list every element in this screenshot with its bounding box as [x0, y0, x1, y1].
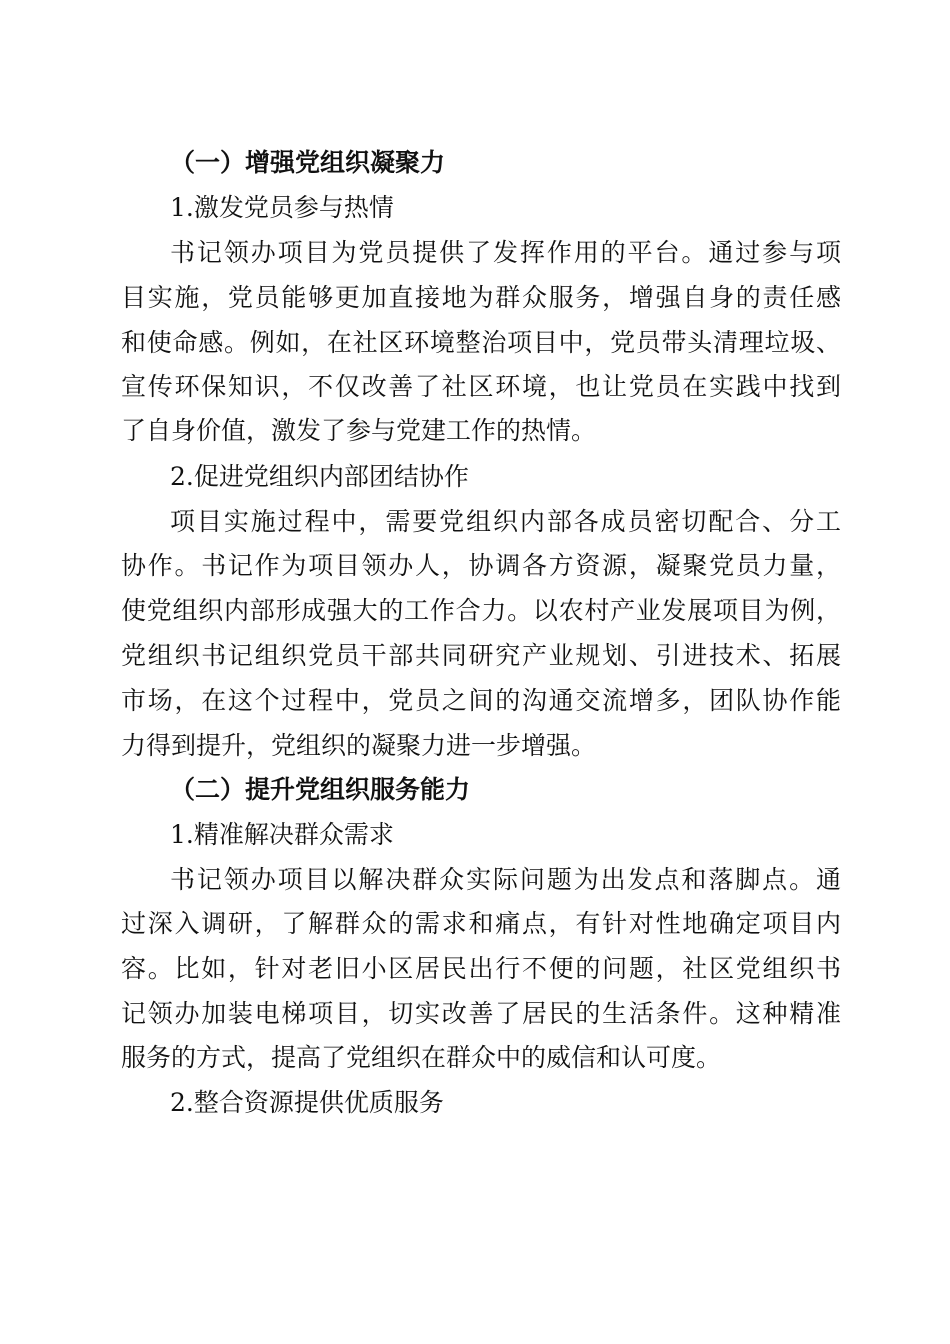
paragraph-line: 党组织书记组织党员干部共同研究产业规划、引进技术、拓展 — [121, 641, 841, 670]
paragraph-line: 宣传环保知识，不仅改善了社区环境，也让党员在实践中找到 — [121, 372, 841, 401]
paragraph-line: 书记领办项目以解决群众实际问题为出发点和落脚点。通 — [170, 865, 841, 894]
subheading-1-1: 1.激发党员参与热情 — [170, 193, 394, 222]
paragraph-line: 力得到提升，党组织的凝聚力进一步增强。 — [121, 731, 597, 760]
section-heading-2: （二）提升党组织服务能力 — [170, 775, 471, 804]
paragraph-line: 使党组织内部形成强大的工作合力。以农村产业发展项目为例， — [121, 596, 841, 625]
subheading-2-1: 1.精准解决群众需求 — [170, 820, 394, 849]
paragraph-line: 书记领办项目为党员提供了发挥作用的平台。通过参与项 — [170, 238, 841, 267]
paragraph-line: 了自身价值，激发了参与党建工作的热情。 — [121, 416, 597, 445]
paragraph-line: 和使命感。例如，在社区环境整治项目中，党员带头清理垃圾、 — [121, 328, 841, 357]
subheading-2-2: 2.整合资源提供优质服务 — [170, 1088, 444, 1117]
paragraph-line: 目实施，党员能够更加直接地为群众服务，增强自身的责任感 — [121, 283, 841, 312]
paragraph-line: 容。比如，针对老旧小区居民出行不便的问题，社区党组织书 — [121, 954, 841, 983]
paragraph-line: 过深入调研，了解群众的需求和痛点，有针对性地确定项目内 — [121, 909, 841, 938]
section-heading-1: （一）增强党组织凝聚力 — [170, 148, 446, 177]
paragraph-line: 协作。书记作为项目领办人，协调各方资源，凝聚党员力量， — [121, 551, 841, 580]
paragraph-line: 市场，在这个过程中，党员之间的沟通交流增多，团队协作能 — [121, 686, 841, 715]
subheading-1-2: 2.促进党组织内部团结协作 — [170, 462, 469, 491]
paragraph-line: 服务的方式，提高了党组织在群众中的威信和认可度。 — [121, 1043, 722, 1072]
paragraph-line: 记领办加装电梯项目，切实改善了居民的生活条件。这种精准 — [121, 999, 841, 1028]
paragraph-line: 项目实施过程中，需要党组织内部各成员密切配合、分工 — [170, 507, 841, 536]
